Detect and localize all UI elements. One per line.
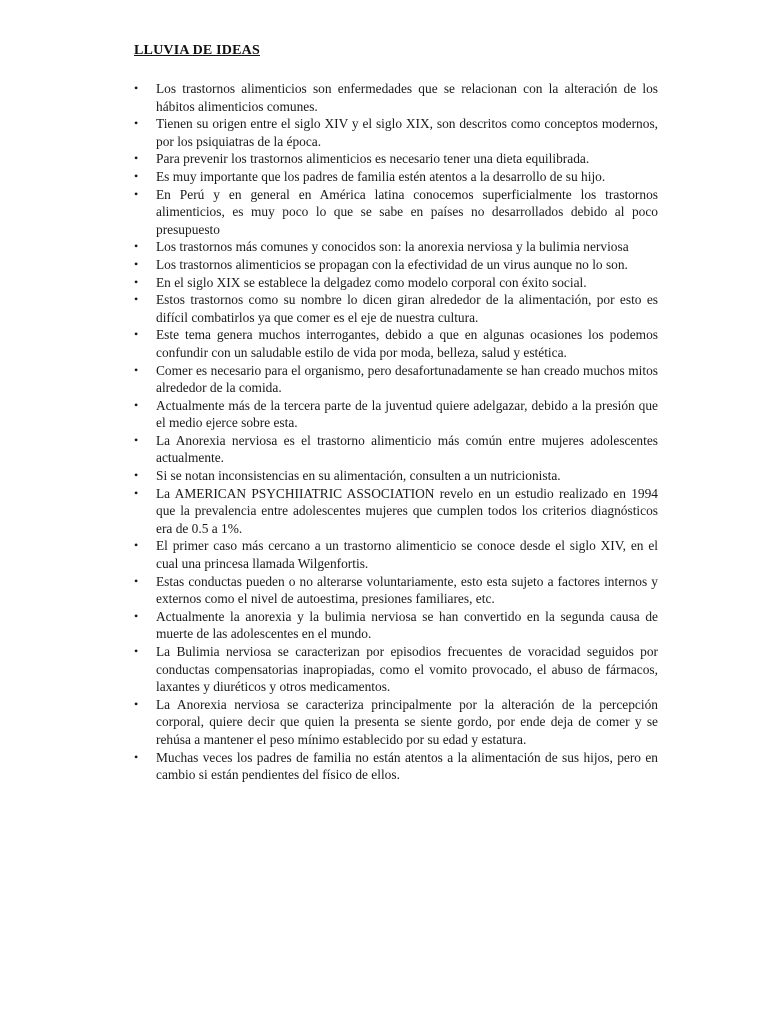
list-item	[134, 608, 658, 643]
bullet-icon: •	[134, 485, 139, 500]
list-item-text: La Anorexia nerviosa es el trastorno alimenticio más común entre mujeres adolescentes actualmente.	[156, 432, 658, 466]
list-item-text: Estas conductas pueden o no alterarse voluntariamente, esto esta sujeto a factores internos y externos como el nivel de autoestima, presiones familiares, etc.	[156, 573, 658, 607]
list-item	[134, 397, 658, 432]
list-item-text: Actualmente la anorexia y la bulimia nerviosa se han convertido en la segunda causa de muerte de las adolescentes en el mundo.	[156, 608, 658, 642]
list-item-text: Los trastornos alimenticios son enfermedades que se relacionan con la alteración de los hábitos alimenticios comunes.	[156, 81, 658, 114]
list-item-text: Comer es necesario para el organismo, pero desafortunadamente se han creado muchos mitos alrededor de la comida.	[156, 362, 658, 396]
list-item-text: El primer caso más cercano a un trastorno alimenticio se conoce desde el siglo XIV, en el cual una princesa llamada Wilgenfortis.	[156, 538, 658, 572]
bullet-icon: •	[134, 151, 139, 166]
list-item-text: Los trastornos alimenticios se propagan con la efectividad de un virus aunque no lo son.	[156, 256, 628, 272]
list-item	[134, 485, 658, 538]
bullet-icon: •	[134, 186, 139, 201]
list-item-text: La Bulimia nerviosa se caracterizan por episodios frecuentes de voracidad seguidos por conductas compensatorias inapropiadas, como el vomito provocado, el abuso de fármacos, laxantes y diuréticos y otros medicamentos.	[156, 644, 658, 695]
bullet-icon: •	[134, 468, 139, 483]
bullet-icon: •	[134, 696, 139, 711]
list-item	[134, 291, 658, 326]
list-item-text: Es muy importante que los padres de familia estén atentos a la desarrollo de su hijo.	[156, 168, 606, 184]
bullet-list	[134, 80, 658, 784]
list-item-text: Muchas veces los padres de familia no están atentos a la alimentación de sus hijos, pero en cambio si están pendientes del físico de ellos.	[156, 749, 658, 783]
bullet-icon: •	[134, 116, 139, 131]
list-item	[134, 643, 658, 696]
bullet-icon: •	[134, 256, 139, 271]
bullet-icon: •	[134, 327, 139, 342]
list-item	[134, 238, 658, 256]
list-item	[134, 326, 658, 361]
bullet-icon: •	[134, 397, 139, 412]
list-item-text: La AMERICAN PSYCHIIATRIC ASSOCIATION revelo en un estudio realizado en 1994 que la prevalencia entre adolescentes mujeres que cumplen todos los criterios diagnósticos era de 0.5 a 1%.	[156, 485, 658, 536]
bullet-icon: •	[134, 81, 139, 95]
document-title: LLUVIA DE IDEAS	[134, 43, 260, 58]
list-item-text: Estos trastornos como su nombre lo dicen giran alrededor de la alimentación, por esto es difícil combatirlos ya que comer es el eje de nuestra cultura.	[156, 292, 658, 325]
list-item-text: Los trastornos más comunes y conocidos son: la anorexia nerviosa y la bulimia nerviosa	[156, 239, 629, 255]
list-item	[134, 696, 658, 749]
bullet-icon: •	[134, 749, 139, 764]
list-item	[134, 749, 658, 784]
list-item	[134, 186, 658, 239]
list-item-text: La Anorexia nerviosa se caracteriza principalmente por la alteración de la percepción corporal, quiere decir que quien la presenta se siente gordo, por ende deja de comer y se rehúsa a mantener el peso mínimo establecido por su edad y estatura.	[156, 696, 658, 747]
list-item-text: Actualmente más de la tercera parte de la juventud quiere adelgazar, debido a la presión que el medio ejerce sobre esta.	[156, 397, 658, 431]
list-item	[134, 115, 658, 150]
list-item	[134, 80, 658, 115]
bullet-icon: •	[134, 168, 139, 183]
list-item	[134, 256, 658, 274]
list-item	[134, 150, 658, 168]
bullet-icon: •	[134, 608, 139, 623]
list-item-text: En Perú y en general en América latina conocemos superficialmente los trastornos alimenticios, es muy poco lo que se sabe en países no desarrollados debido al poco presupuesto	[156, 186, 658, 237]
bullet-icon: •	[134, 239, 139, 254]
list-item-text: Si se notan inconsistencias en su alimentación, consulten a un nutricionista.	[156, 468, 561, 484]
bullet-icon: •	[134, 292, 139, 307]
list-item	[134, 467, 658, 485]
list-item	[134, 274, 658, 292]
list-item	[134, 168, 658, 186]
list-item	[134, 537, 658, 572]
bullet-icon: •	[134, 274, 139, 289]
list-item-text: Este tema genera muchos interrogantes, debido a que en algunas ocasiones los podemos confundir con un saludable estilo de vida por moda, belleza, salud y estética.	[156, 327, 658, 360]
bullet-icon: •	[134, 432, 139, 447]
list-item-text: Para prevenir los trastornos alimenticios es necesario tener una dieta equilibrada.	[156, 151, 590, 167]
bullet-icon: •	[134, 538, 139, 553]
list-item-text: En el siglo XIX se establece la delgadez como modelo corporal con éxito social.	[156, 274, 587, 290]
bullet-icon: •	[134, 573, 139, 588]
bullet-icon: •	[134, 644, 139, 658]
bullet-icon: •	[134, 362, 139, 377]
list-item	[134, 432, 658, 467]
list-item-text: Tienen su origen entre el siglo XIV y el siglo XIX, son descritos como conceptos modernos, por los psiquiatras de la época.	[156, 116, 658, 149]
list-item	[134, 362, 658, 397]
list-item	[134, 573, 658, 608]
